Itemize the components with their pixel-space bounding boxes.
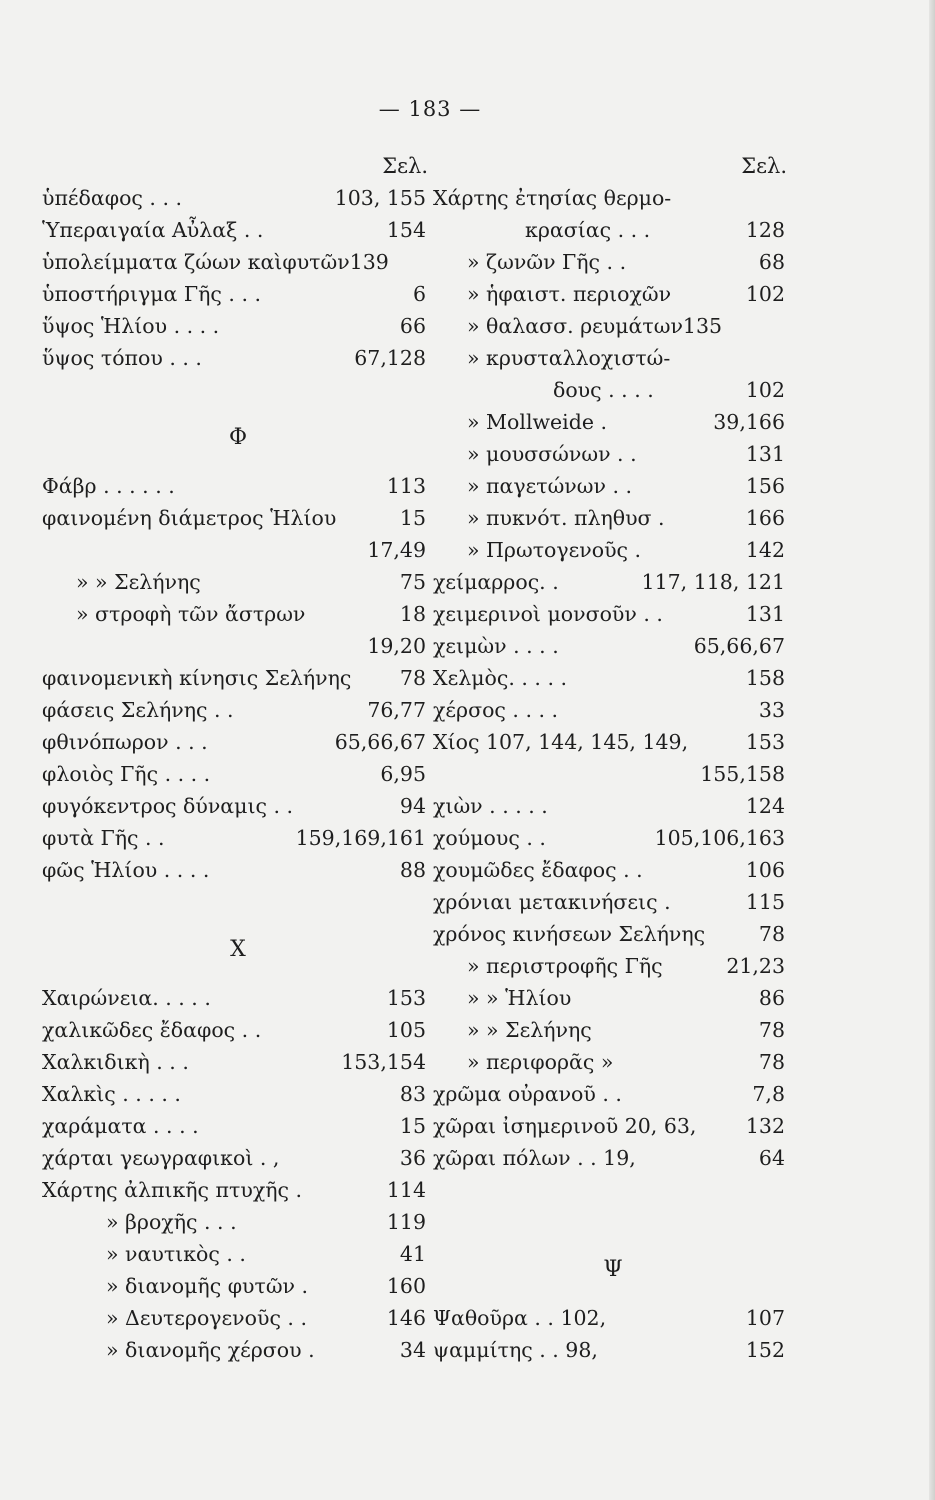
entry-page-refs: 105 (386, 1018, 426, 1042)
entry-term: » » Σελήνης (467, 1018, 592, 1042)
entry-term: » Πρωτογενοῦς . (467, 538, 642, 562)
entry-term: χουμῶδες ἔδαφος . . (433, 858, 643, 882)
entry-page-refs: 105,106,163 (654, 826, 785, 850)
entry-term: κρασίας . . . (525, 218, 651, 242)
entry-term: » ναυτικὸς . . (106, 1242, 246, 1266)
entry-term: » κρυσταλλοχιστώ- (467, 346, 671, 370)
spacer (42, 886, 434, 918)
entry-page-refs: 153 (745, 730, 785, 754)
section-letter-heading: Χ (230, 937, 246, 962)
entry-page-refs: 155,158 (700, 762, 785, 786)
entry-term: » περιφορᾶς » (467, 1050, 614, 1074)
spacer (42, 374, 434, 406)
entry-page-refs: 88 (399, 858, 426, 882)
entry-term: Ψαθοῦρα . . 102, (433, 1306, 607, 1330)
index-entry (42, 1334, 434, 1366)
entry-page-refs: 39,166 (713, 410, 785, 434)
entry-page-refs: 156 (745, 474, 785, 498)
entry-term: χῶραι ἰσημερινοῦ 20, 63, (433, 1114, 697, 1138)
index-entry (433, 182, 793, 214)
index-entry (42, 1014, 434, 1046)
index-entry (433, 566, 793, 598)
index-entry (433, 1110, 793, 1142)
index-entry (433, 406, 793, 438)
entry-term: Φάβρ . . . . . . (42, 474, 175, 498)
entry-page-refs: 21,23 (726, 954, 785, 978)
entry-page-refs: 131 (745, 442, 785, 466)
entry-term: ὑπολείμματα ζώων καὶφυτῶν139 (42, 250, 389, 274)
entry-page-refs: 65,66,67 (334, 730, 426, 754)
entry-term: χαλικῶδες ἔδαφος . . (42, 1018, 262, 1042)
entry-page-refs: 103, 155 (334, 186, 426, 210)
entry-term: ὑποστήριγμα Γῆς . . . (42, 282, 262, 306)
entry-term: Χάρτης ἀλπικῆς πτυχῆς . (42, 1178, 303, 1202)
entry-page-refs: 76,77 (367, 698, 426, 722)
index-entry (42, 566, 434, 598)
entry-page-refs: 152 (745, 1338, 785, 1362)
entry-page-refs: 83 (399, 1082, 426, 1106)
entry-page-refs: 117, 118, 121 (641, 570, 785, 594)
index-entry (42, 182, 434, 214)
index-entry (42, 822, 434, 854)
entry-page-refs: 6,95 (380, 762, 426, 786)
section-letter-heading: Φ (228, 425, 248, 450)
entry-term: » Δευτερογενοῦς . . (106, 1306, 307, 1330)
entry-term: » ἡφαιστ. περιοχῶν (467, 282, 672, 306)
index-entry (433, 982, 793, 1014)
entry-page-refs: 66 (399, 314, 426, 338)
entry-page-refs: 146 (386, 1306, 426, 1330)
entry-term: χούμους . . (433, 826, 546, 850)
entry-term: » βροχῆς . . . (106, 1210, 237, 1234)
entry-page-refs: 153,154 (341, 1050, 426, 1074)
entry-term: χειμερινοὶ μονσοῦν . . (433, 602, 663, 626)
entry-page-refs: 7,8 (752, 1082, 785, 1106)
entry-page-refs: 107 (745, 1306, 785, 1330)
index-entry (42, 982, 434, 1014)
index-entry (433, 1078, 793, 1110)
entry-page-refs: 64 (758, 1146, 785, 1170)
entry-term: φλοιὸς Γῆς . . . . (42, 762, 211, 786)
entry-term: χείμαρρος. . (433, 570, 559, 594)
entry-page-refs: 142 (745, 538, 785, 562)
entry-term: χειμὼν . . . . (433, 634, 559, 658)
index-entry (433, 374, 793, 406)
entry-page-refs: 119 (386, 1210, 426, 1234)
spacer (433, 1206, 793, 1238)
entry-term: φαινομενικὴ κίνησις Σελήνης (42, 666, 352, 690)
entry-term: χαράματα . . . . (42, 1114, 199, 1138)
entry-term: » μουσσώνων . . (467, 442, 637, 466)
index-entry (433, 1334, 793, 1366)
index-entry (42, 214, 434, 246)
index-entry (42, 246, 434, 278)
index-entry (42, 1174, 434, 1206)
entry-page-refs: 34 (399, 1338, 426, 1362)
entry-page-refs: 124 (745, 794, 785, 818)
entry-term: ὕψος τόπου . . . (42, 346, 202, 370)
index-entry (42, 662, 434, 694)
entry-term: φυτὰ Γῆς . . (42, 826, 165, 850)
entry-term: » διανομῆς χέρσου . (106, 1338, 315, 1362)
left-column-page-label: Σελ. (382, 154, 428, 178)
index-entry (433, 278, 793, 310)
entry-term: Χαλκιδικὴ . . . (42, 1050, 189, 1074)
index-entry (433, 342, 793, 374)
entry-term: Χαιρώνεια. . . . . (42, 986, 211, 1010)
entry-page-refs: 78 (758, 1018, 785, 1042)
entry-page-refs: 166 (745, 506, 785, 530)
entry-term: ψαμμίτης . . 98, (433, 1338, 598, 1362)
index-entry (433, 886, 793, 918)
index-entry (42, 790, 434, 822)
entry-term: » » Ἡλίου (467, 986, 572, 1010)
entry-term: χέρσος . . . . (433, 698, 559, 722)
index-entry (42, 1046, 434, 1078)
entry-page-refs: 159,169,161 (295, 826, 426, 850)
entry-term: φθινόπωρον . . . (42, 730, 208, 754)
entry-term: Ὑπεραιγαία Αὖλαξ . . (42, 218, 264, 242)
index-entry (42, 1142, 434, 1174)
index-entry (42, 854, 434, 886)
entry-term: ὕψος Ἡλίου . . . . (42, 314, 220, 338)
entry-page-refs: 6 (412, 282, 426, 306)
index-entry (42, 1302, 434, 1334)
index-entry (42, 534, 434, 566)
index-entry (42, 758, 434, 790)
entry-term: » » Σελήνης (76, 570, 201, 594)
entry-page-refs: 36 (399, 1146, 426, 1170)
entry-term: φάσεις Σελήνης . . (42, 698, 234, 722)
index-entry (433, 534, 793, 566)
entry-page-refs: 115 (745, 890, 785, 914)
entry-term: χρόνιαι μετακινήσεις . (433, 890, 671, 914)
entry-term: φυγόκεντρος δύναμις . . (42, 794, 294, 818)
index-entry (433, 310, 793, 342)
entry-term: Χαλκὶς . . . . . (42, 1082, 181, 1106)
index-entry (433, 854, 793, 886)
entry-page-refs: 18 (399, 602, 426, 626)
entry-term: φῶς Ἡλίου . . . . (42, 858, 210, 882)
index-entry (42, 342, 434, 374)
entry-page-refs: 65,66,67 (693, 634, 785, 658)
index-entry (433, 470, 793, 502)
entry-page-refs: 68 (758, 250, 785, 274)
entry-term: » ζωνῶν Γῆς . . (467, 250, 627, 274)
entry-page-refs: 15 (399, 506, 426, 530)
right-column-page-label: Σελ. (741, 154, 787, 178)
index-entry (42, 502, 434, 534)
entry-term: Χάρτης ἐτησίας θερμο- (433, 186, 672, 210)
entry-page-refs: 113 (386, 474, 426, 498)
entry-term: » πυκνότ. πληθυσ . (467, 506, 665, 530)
entry-page-refs: 86 (758, 986, 785, 1010)
index-entry (433, 630, 793, 662)
entry-page-refs: 114 (386, 1178, 426, 1202)
entry-term: ὑπέδαφος . . . (42, 186, 183, 210)
index-entry (42, 1238, 434, 1270)
index-entry (433, 246, 793, 278)
page-number: — 183 — (378, 97, 482, 121)
index-entry (433, 214, 793, 246)
index-entry (433, 1046, 793, 1078)
right-index-column (433, 150, 793, 1366)
index-entry (433, 1142, 793, 1174)
entry-page-refs: 158 (745, 666, 785, 690)
index-entry (42, 630, 434, 662)
index-entry (42, 1110, 434, 1142)
entry-page-refs: 160 (386, 1274, 426, 1298)
index-entry (433, 1302, 793, 1334)
entry-page-refs: 131 (745, 602, 785, 626)
index-entry (433, 726, 793, 758)
entry-term: » θαλασσ. ρευμάτων135 (467, 314, 723, 338)
section-letter-heading: Ψ (603, 1257, 623, 1282)
left-index-rows (42, 182, 434, 1366)
spacer (433, 1174, 793, 1206)
entry-page-refs: 75 (399, 570, 426, 594)
entry-page-refs: 94 (399, 794, 426, 818)
index-entry (433, 790, 793, 822)
index-entry (42, 1270, 434, 1302)
index-entry (42, 598, 434, 630)
entry-term: χρόνος κινήσεων Σελήνης (433, 922, 706, 946)
entry-page-refs: 15 (399, 1114, 426, 1138)
index-entry (42, 1206, 434, 1238)
index-entry (433, 822, 793, 854)
entry-page-refs: 67,128 (354, 346, 426, 370)
index-entry (433, 1014, 793, 1046)
index-entry (433, 502, 793, 534)
index-entry (42, 278, 434, 310)
index-entry (42, 470, 434, 502)
entry-page-refs: 78 (399, 666, 426, 690)
entry-page-refs: 78 (758, 1050, 785, 1074)
index-entry (42, 726, 434, 758)
entry-term: χάρται γεωγραφικοὶ . , (42, 1146, 280, 1170)
entry-page-refs: 102 (745, 378, 785, 402)
index-entry (42, 310, 434, 342)
index-entry (433, 662, 793, 694)
entry-term: » περιστροφῆς Γῆς (467, 954, 663, 978)
index-entry (433, 694, 793, 726)
entry-page-refs: 33 (758, 698, 785, 722)
entry-term: χρῶμα οὐρανοῦ . . (433, 1082, 622, 1106)
entry-term: χῶραι πόλων . . 19, (433, 1146, 636, 1170)
entry-term: Χίος 107, 144, 145, 149, (433, 730, 689, 754)
entry-term: δους . . . . (553, 378, 654, 402)
entry-term: Χελμὸς. . . . . (433, 666, 568, 690)
index-entry (433, 950, 793, 982)
entry-page-refs: 132 (745, 1114, 785, 1138)
entry-page-refs: 78 (758, 922, 785, 946)
entry-page-refs: 154 (386, 218, 426, 242)
entry-term: » στροφὴ τῶν ἄστρων (76, 602, 306, 626)
right-index-rows (433, 182, 793, 1366)
entry-term: » παγετώνων . . (467, 474, 633, 498)
entry-page-refs: 106 (745, 858, 785, 882)
left-index-column (42, 150, 434, 1366)
index-entry (42, 1078, 434, 1110)
entry-term: φαινομένη διάμετρος Ἡλίου (42, 506, 337, 530)
entry-page-refs: 102 (745, 282, 785, 306)
entry-page-refs: 128 (745, 218, 785, 242)
index-entry (433, 918, 793, 950)
page-edge (929, 0, 935, 1500)
index-entry (433, 758, 793, 790)
entry-term: » Mollweide . (467, 410, 608, 434)
index-entry (433, 438, 793, 470)
index-entry (42, 694, 434, 726)
entry-term: χιὼν . . . . . (433, 794, 548, 818)
entry-page-refs: 41 (399, 1242, 426, 1266)
entry-page-refs: 17,49 (367, 538, 426, 562)
index-entry (433, 598, 793, 630)
entry-page-refs: 19,20 (367, 634, 426, 658)
entry-term: » διανομῆς φυτῶν . (106, 1274, 309, 1298)
entry-page-refs: 153 (386, 986, 426, 1010)
